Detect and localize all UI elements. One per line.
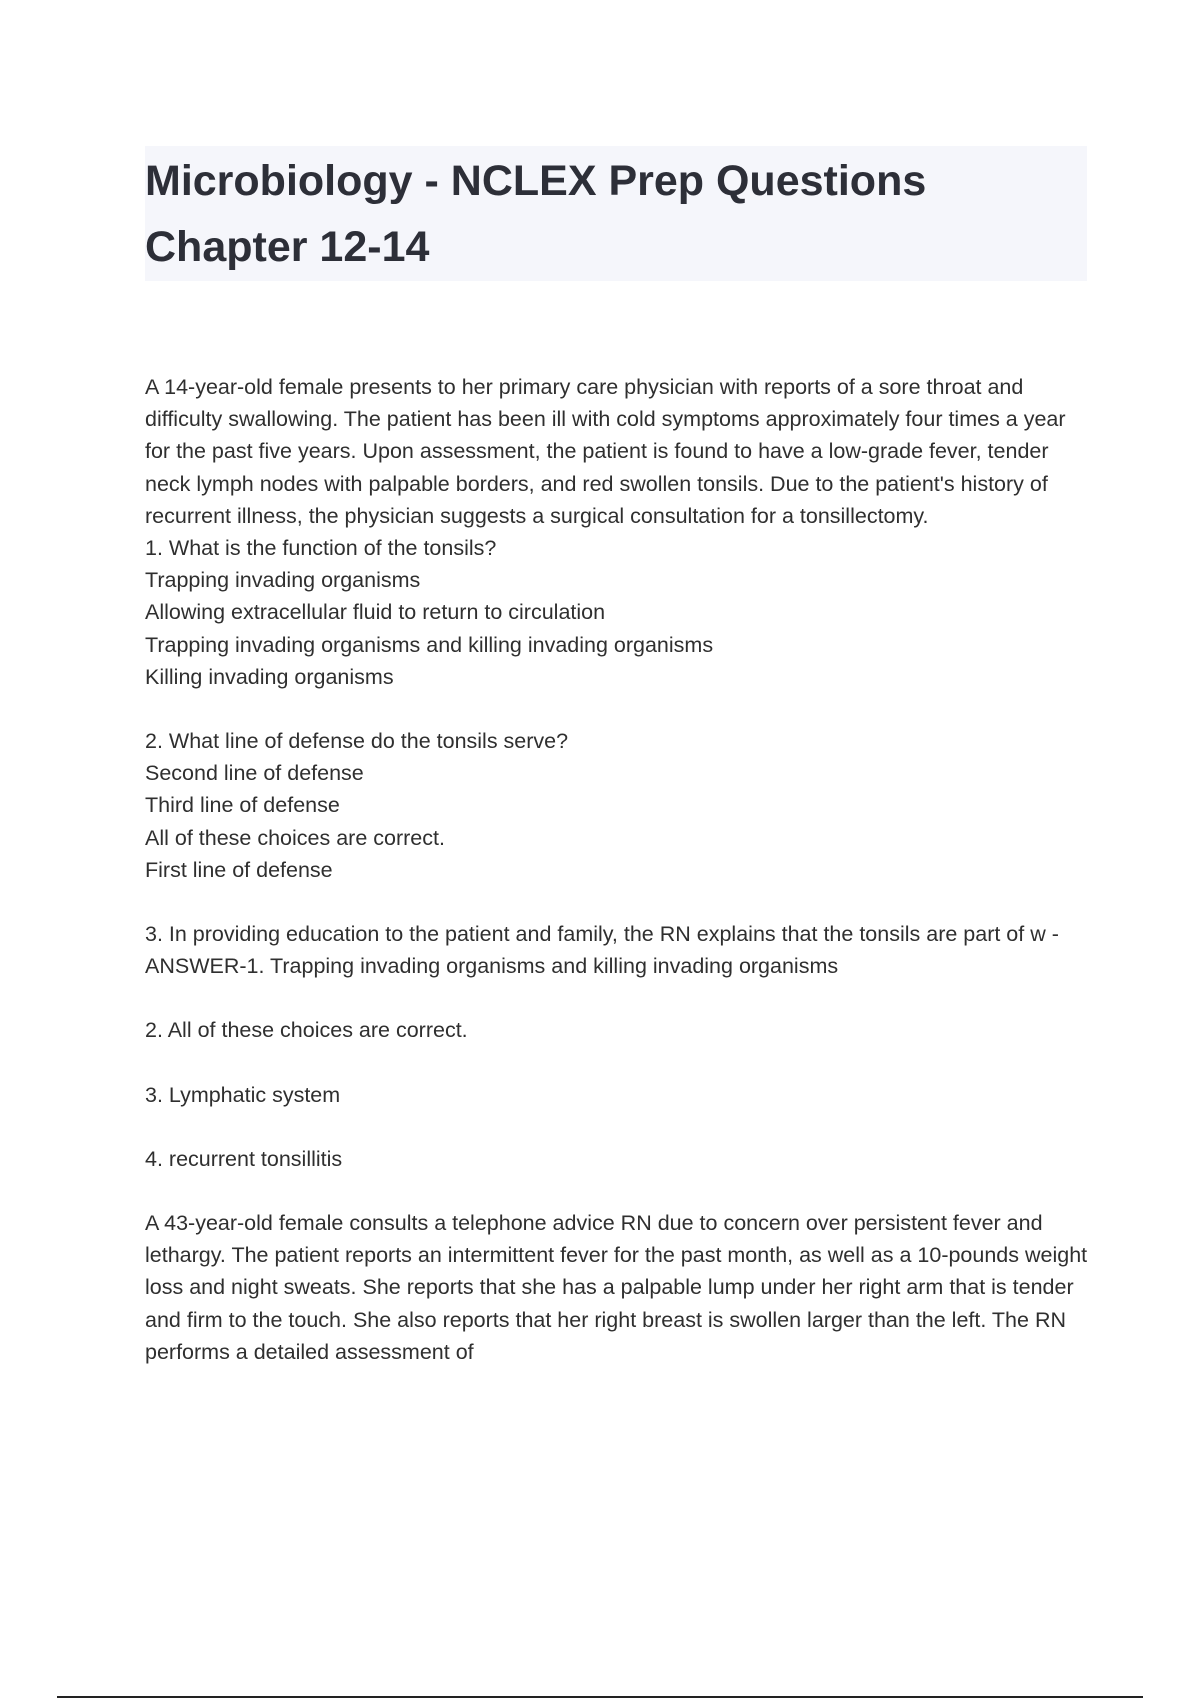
title-banner (145, 146, 1087, 281)
case2-scenario: A 43-year-old female consults a telephone advice RN due to concern over persistent fever and lethargy. The patient reports an intermittent fever for the past month, as well as a 10-pounds weight loss and night sweats. She reports that she has a palpable lump under her right arm that is tender and firm to the touch. She also reports that her right breast is swollen larger than the left. The RN performs a detailed assessment of (145, 1211, 1088, 1364)
answer-3: 3. Lymphatic system (145, 1082, 341, 1107)
q2-option: First line of defense (145, 857, 333, 882)
q2-option: Third line of defense (145, 793, 340, 818)
title-line-2: Chapter 12-14 (145, 223, 430, 271)
question-1: 1. What is the function of the tonsils? (145, 536, 497, 561)
case1-scenario: A 14-year-old female presents to her primary care physician with reports of a sore throat and difficulty swallowing. The patient has been ill with cold symptoms approximately four times a year for the past five years. Upon assessment, the patient is found to have a low-grade fever, tender neck lymph nodes with palpable borders, and red swollen tonsils. Due to the patient's history of recurrent illness, the physician suggests a surgical consultation for a tonsillectomy. (145, 375, 1066, 528)
q1-option: Allowing extracellular fluid to return to circulation (145, 600, 606, 625)
q2-option: All of these choices are correct. (145, 825, 445, 850)
footer-divider (57, 1696, 1143, 1698)
q1-option: Trapping invading organisms (145, 568, 421, 593)
question-2: 2. What line of defense do the tonsils serve? (145, 729, 569, 754)
q1-option: Trapping invading organisms and killing invading organisms (145, 632, 714, 657)
answer-4: 4. recurrent tonsillitis (145, 1146, 343, 1171)
question-3-with-answer: 3. In providing education to the patient and family, the RN explains that the tonsils are part of w - ANSWER-1. Trapping invading organisms and killing invading organisms (145, 922, 1059, 979)
answer-2: 2. All of these choices are correct. (145, 1018, 468, 1043)
q2-option: Second line of defense (145, 761, 364, 786)
page-title (145, 146, 1087, 280)
document-body (145, 371, 1095, 1368)
q1-option: Killing invading organisms (145, 664, 394, 689)
title-line-1: Microbiology - NCLEX Prep Questions (145, 157, 927, 205)
